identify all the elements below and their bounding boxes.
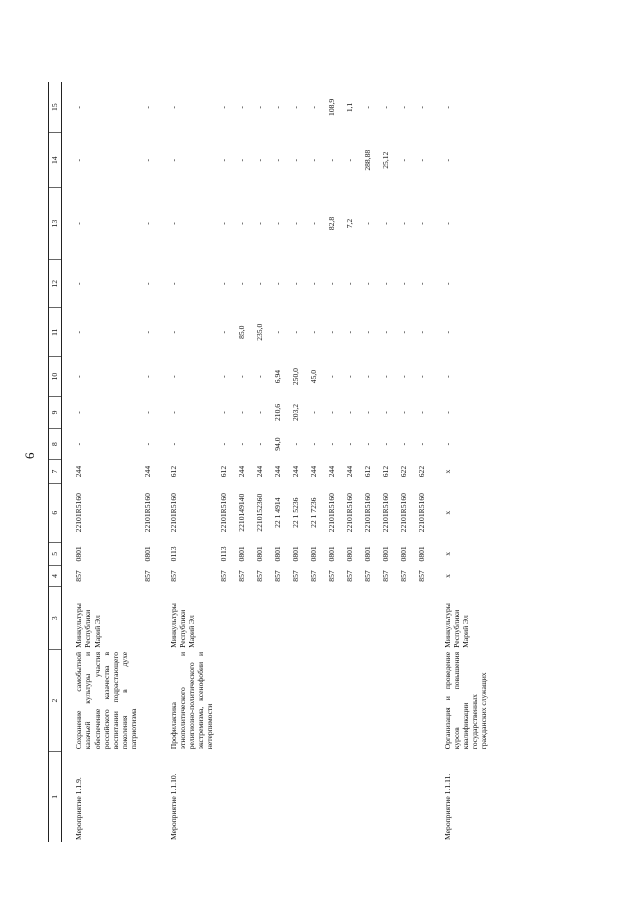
budget-code-cell: 612 [218,465,228,478]
amount-cell: - [272,282,282,285]
event-description-cell [215,650,233,751]
event-description-cell [305,650,323,751]
amount-cell: - [168,158,178,162]
budget-code-cell: 0801 [236,546,246,562]
budget-code-cell: x [442,469,452,474]
amount-cell: 25,12 [380,151,390,169]
amount-cell: - [380,330,390,334]
event-number-cell [341,751,359,842]
budget-code-cell: 857 [254,570,264,582]
amount-cell: - [362,442,372,446]
column-header-8: 8 [49,428,62,460]
budget-code-cell: 244 [74,465,84,478]
amount-cell: - [236,442,246,446]
amount-cell: - [290,222,300,225]
column-header-5: 5 [49,542,62,565]
amount-cell: 288,88 [362,149,372,171]
amount-cell: - [380,222,390,225]
amount-cell: - [442,330,452,334]
amount-cell: - [74,158,84,162]
amount-cell: - [142,106,152,109]
amount-cell: - [290,442,300,446]
amount-cell: 85,0 [236,325,246,339]
amount-cell: - [326,375,336,378]
amount-cell: - [442,222,452,225]
amount-cell: - [326,411,336,414]
amount-cell: - [74,442,84,446]
amount-cell: - [236,106,246,109]
budget-code-cell: 2210149140 [236,493,246,532]
table-row [139,82,157,842]
table-row [251,82,269,842]
amount-cell: - [236,411,246,414]
amount-cell: - [74,222,84,225]
amount-cell: - [380,442,390,446]
executor-cell [341,587,359,650]
event-description-cell: Организация и проведение курсов повышения квалификации государственных гражданских служащих [442,651,489,750]
amount-cell: - [236,282,246,285]
amount-cell: - [362,106,372,109]
event-number-cell [413,751,431,842]
amount-cell: - [416,106,426,109]
column-header-7: 7 [49,460,62,483]
amount-cell: 45,0 [308,369,318,384]
amount-cell: - [416,330,426,334]
column-header-11: 11 [49,308,62,357]
table-row [215,82,233,842]
amount-cell: - [272,158,282,162]
executor-cell [215,587,233,650]
budget-code-cell: 22 1 4914 [272,497,282,528]
budget-code-cell: 857 [344,570,354,582]
column-header-13: 13 [49,188,62,260]
column-header-15: 15 [49,82,62,133]
budget-code-cell: 0801 [344,546,354,562]
amount-cell: 250,0 [290,368,300,386]
amount-cell: - [236,158,246,162]
executor-cell: Минкультуры Республики Марий Эл [168,603,197,648]
amount-cell: - [380,282,390,285]
budget-code-cell: 857 [74,570,84,582]
amount-cell: - [344,158,354,162]
budget-code-cell: 0801 [290,546,300,562]
amount-cell: - [168,375,178,378]
budget-code-cell: 244 [236,465,246,478]
budget-code-cell: 0801 [272,546,282,562]
amount-cell: - [380,411,390,414]
event-number-cell [251,751,269,842]
event-description-cell [341,650,359,751]
amount-cell: - [344,282,354,285]
amount-cell: - [168,330,178,334]
budget-code-cell: 244 [272,465,282,478]
budget-table [48,82,489,842]
amount-cell: - [168,442,178,446]
event-number-cell [139,751,157,842]
amount-cell: 7,2 [344,218,354,229]
budget-code-cell: 612 [168,465,178,478]
budget-code-cell: 857 [380,570,390,582]
amount-cell: - [416,442,426,446]
amount-cell: - [290,106,300,109]
budget-code-cell: 0801 [380,546,390,562]
amount-cell: - [308,158,318,162]
amount-cell: - [142,282,152,285]
table-row [395,82,413,842]
column-header-14: 14 [49,133,62,188]
amount-cell: - [254,222,264,225]
amount-cell: - [74,411,84,414]
amount-cell: - [272,330,282,334]
executor-cell [305,587,323,650]
amount-cell: 203,2 [290,403,300,421]
executor-cell [139,587,157,650]
amount-cell: - [254,375,264,378]
event-description-cell [323,650,341,751]
budget-code-cell: 0801 [254,546,264,562]
amount-cell: - [398,330,408,334]
amount-cell: - [362,375,372,378]
table-row [323,82,341,842]
amount-cell: - [168,106,178,109]
event-description-cell: Профилактика этнополитического и религиозно-политического экстремизма, ксенофобии и нетерпимости [168,651,215,750]
executor-cell: Минкультуры Республики Марий Эл [442,603,471,648]
budget-code-cell: 0801 [398,546,408,562]
amount-cell: 235,0 [254,323,264,341]
table-row [157,82,215,842]
budget-code-cell: 2210152360 [254,493,264,532]
event-description-cell: Сохранение самобытной казачьей культуры и обеспечение участия российского казачества в воспитании подрастающего поколения в духе патриотизма [74,651,139,750]
event-number-cell [323,751,341,842]
amount-cell: - [290,330,300,334]
table-row [377,82,395,842]
event-description-cell [359,650,377,751]
event-number-cell: Мероприятие 1.1.9. [74,777,84,840]
column-header-12: 12 [49,259,62,308]
budget-code-cell: 244 [344,465,354,478]
amount-cell: - [236,222,246,225]
budget-code-cell: 857 [362,570,372,582]
budget-code-cell: 857 [308,570,318,582]
budget-code-cell: 0801 [416,546,426,562]
amount-cell: - [308,442,318,446]
budget-code-cell: 857 [398,570,408,582]
event-description-cell [413,650,431,751]
table-header-row [49,82,62,842]
event-number-cell [287,751,305,842]
table-row [269,82,287,842]
event-number-cell [215,751,233,842]
table-row [359,82,377,842]
amount-cell: - [398,375,408,378]
budget-code-cell: 22101R5160 [416,493,426,533]
budget-code-cell: 0113 [168,546,178,562]
budget-code-cell: 22101R5160 [218,493,228,533]
amount-cell: - [142,442,152,446]
budget-code-cell: 244 [326,465,336,478]
amount-cell: - [398,442,408,446]
budget-code-cell: 857 [168,570,178,582]
budget-code-cell: 244 [254,465,264,478]
amount-cell: - [290,282,300,285]
column-header-10: 10 [49,357,62,397]
amount-cell: - [218,106,228,109]
amount-cell: - [398,106,408,109]
event-number-cell [395,751,413,842]
amount-cell: - [326,282,336,285]
amount-cell: - [254,282,264,285]
budget-code-cell: 244 [142,465,152,478]
amount-cell: - [442,442,452,446]
amount-cell: - [442,106,452,109]
budget-code-cell: 622 [416,465,426,478]
amount-cell: - [218,330,228,334]
amount-cell: - [168,222,178,225]
budget-code-cell: 857 [236,570,246,582]
amount-cell: - [218,442,228,446]
event-number-cell [305,751,323,842]
budget-code-cell: 22101R5160 [344,493,354,533]
amount-cell: - [308,106,318,109]
budget-code-cell: 0801 [326,546,336,562]
amount-cell: 1,1 [344,102,354,113]
budget-code-cell: 0801 [362,546,372,562]
amount-cell: - [74,375,84,378]
budget-code-cell: 22101R5160 [326,493,336,533]
column-header-6: 6 [49,483,62,542]
amount-cell: - [362,411,372,414]
executor-cell [395,587,413,650]
amount-cell: - [398,282,408,285]
amount-cell: - [142,411,152,414]
amount-cell: - [74,330,84,334]
amount-cell: - [344,411,354,414]
amount-cell: - [290,158,300,162]
column-header-4: 4 [49,565,62,586]
executor-cell [251,587,269,650]
amount-cell: 6,94 [272,369,282,384]
budget-code-cell: 0801 [142,546,152,562]
amount-cell: - [416,375,426,378]
event-number-cell: Мероприятие 1.1.11. [442,773,452,840]
budget-code-cell: x [442,574,452,578]
amount-cell: 82,8 [326,216,336,231]
column-header-1: 1 [49,751,62,842]
budget-code-cell: 857 [416,570,426,582]
amount-cell: - [442,411,452,414]
amount-cell: - [218,222,228,225]
amount-cell: - [362,222,372,225]
amount-cell: - [416,282,426,285]
budget-code-cell: 857 [218,570,228,582]
event-description-cell [377,650,395,751]
budget-code-cell: 22101R5160 [142,493,152,533]
amount-cell: - [380,106,390,109]
amount-cell: - [74,282,84,285]
amount-cell: - [416,158,426,162]
budget-code-cell: 22101R5160 [168,493,178,533]
table-row [305,82,323,842]
amount-cell: - [74,106,84,109]
amount-cell: - [218,158,228,162]
amount-cell: - [416,411,426,414]
amount-cell: - [326,158,336,162]
table-row [287,82,305,842]
event-number-cell: Мероприятие 1.1.10. [168,773,178,840]
amount-cell: 94,0 [272,437,282,451]
amount-cell: - [380,375,390,378]
budget-code-cell: 857 [326,570,336,582]
amount-cell: - [362,282,372,285]
amount-cell: - [168,411,178,414]
amount-cell: - [254,106,264,109]
budget-code-cell: 22101R5160 [74,493,84,533]
amount-cell: - [308,411,318,414]
table-row [341,82,359,842]
amount-cell: - [442,375,452,378]
budget-code-cell: 857 [290,570,300,582]
amount-cell: - [344,442,354,446]
budget-code-cell: 857 [142,570,152,582]
budget-code-cell: 612 [380,465,390,478]
amount-cell: - [416,222,426,225]
amount-cell: - [326,442,336,446]
budget-code-cell: 22101R5160 [380,493,390,533]
budget-code-cell: 22 1 5236 [290,497,300,528]
amount-cell: 108,9 [326,98,336,116]
amount-cell: - [218,282,228,285]
amount-cell: - [308,282,318,285]
budget-code-cell: 857 [272,570,282,582]
executor-cell [287,587,305,650]
column-header-3: 3 [49,587,62,650]
amount-cell: - [442,282,452,285]
amount-cell: - [344,375,354,378]
amount-cell: - [398,158,408,162]
executor-cell [377,587,395,650]
amount-cell: - [254,158,264,162]
event-number-cell [377,751,395,842]
table-row [413,82,431,842]
event-description-cell [287,650,305,751]
amount-cell: - [254,442,264,446]
column-header-2: 2 [49,650,62,751]
budget-code-cell: x [442,551,452,556]
executor-cell [359,587,377,650]
event-number-cell [233,751,251,842]
executor-cell: Минкультуры Республики Марий Эл [74,603,102,648]
budget-code-cell: 0113 [218,546,228,562]
amount-cell: - [308,330,318,334]
amount-cell: 210,6 [272,403,282,421]
budget-code-cell: 612 [362,465,372,478]
budget-code-cell: 622 [398,465,408,478]
executor-cell [413,587,431,650]
amount-cell: - [442,158,452,162]
executor-cell [269,587,287,650]
amount-cell: - [142,330,152,334]
amount-cell: - [344,330,354,334]
executor-cell [323,587,341,650]
amount-cell: - [142,158,152,162]
event-description-cell [233,650,251,751]
event-description-cell [139,650,157,751]
amount-cell: - [272,106,282,109]
amount-cell: - [142,375,152,378]
budget-code-cell: x [442,510,452,515]
amount-cell: - [168,282,178,285]
amount-cell: - [236,375,246,378]
table-row [233,82,251,842]
table-body [62,82,489,842]
budget-code-cell: 22101R5160 [362,493,372,533]
event-description-cell [269,650,287,751]
amount-cell: - [142,222,152,225]
column-header-9: 9 [49,397,62,429]
budget-code-cell: 0801 [308,546,318,562]
event-number-cell [359,751,377,842]
table-row [62,82,139,842]
event-description-cell [395,650,413,751]
amount-cell: - [272,222,282,225]
event-number-cell [269,751,287,842]
amount-cell: - [362,330,372,334]
budget-code-cell: 244 [308,465,318,478]
amount-cell: - [254,411,264,414]
budget-code-cell: 244 [290,465,300,478]
table-row [431,82,489,842]
amount-cell: - [398,222,408,225]
amount-cell: - [218,375,228,378]
amount-cell: - [218,411,228,414]
executor-cell [233,587,251,650]
page-number: 6 [22,452,37,459]
budget-code-cell: 22 1 7236 [308,497,318,528]
amount-cell: - [326,330,336,334]
budget-code-cell: 0801 [74,546,84,562]
budget-code-cell: 22101R5160 [398,493,408,533]
event-description-cell [251,650,269,751]
amount-cell: - [308,222,318,225]
amount-cell: - [398,411,408,414]
